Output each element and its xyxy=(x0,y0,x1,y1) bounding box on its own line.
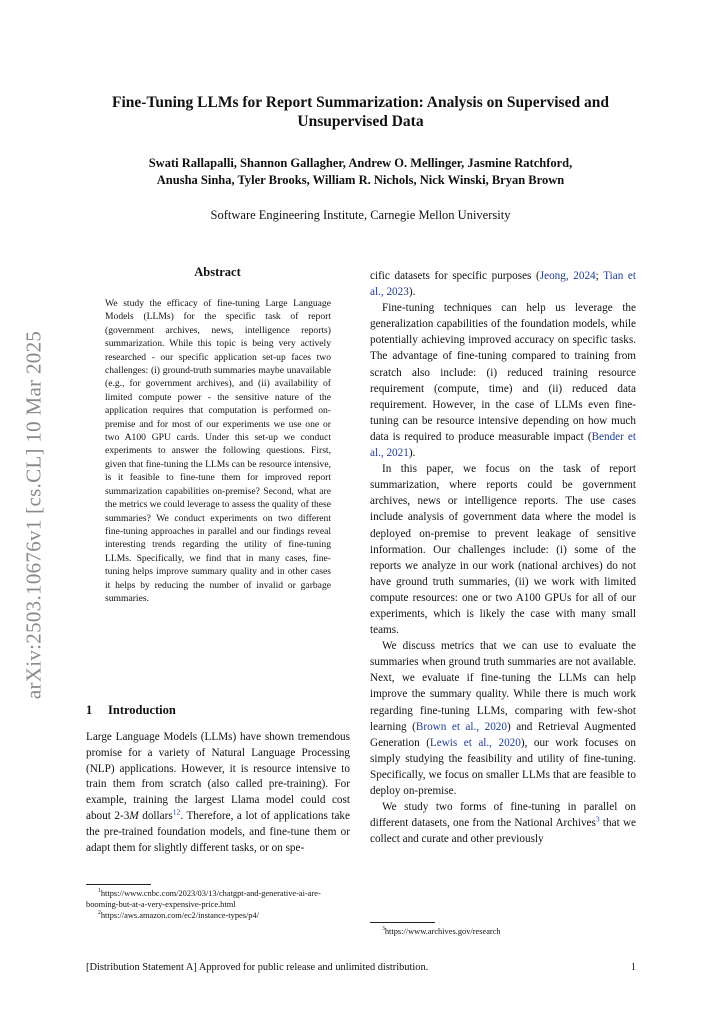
right-paragraph-0 xyxy=(370,268,636,300)
footnote-divider-left xyxy=(86,884,151,885)
paper-title: Fine-Tuning LLMs for Report Summarization: Analysis on Supervised and Unsupervised Data xyxy=(112,94,609,130)
abstract-text: We study the efficacy of fine-tuning Large Language Models (LLMs) for the specific task of report (government archives, news, intelligence reports) summarization. While this topic is being very actively researched - our specific application set-up faces two challenges: (i) ground-truth summaries maybe unavailable (e.g., for government archives), and (ii) availability of limited compute power - the sensitive nature of the application requires that computation is performed on-premise and for most of our experiments we use one or two A100 GPU cards. Under this set-up we conduct experiments to answer the following questions. First, given that fine-tuning the LLMs can be resource intensive, is it feasible to fine-tune them for improved report summarization capabilities on-premise? Second, what are the metrics we could leverage to assess the quality of these summaries? We conduct experiments on two different fine-tuning approaches in parallel and our findings reveal interesting trends regarding the utility of fine-tuning LLMs. Specifically, we find that in many cases, fine-tuning helps improve summary quality and in other cases it helps by reducing the number of invalid or garbage summaries. xyxy=(105,298,331,604)
text-fragment: ), our work focuses on simply studying the feasibility and utility of fine-tuning. Specifically, we focus on smaller LLMs that are feasible to deploy on-premise. xyxy=(370,736,636,797)
section-title: Introduction xyxy=(108,703,176,717)
intro-p1-text-b: dollars xyxy=(138,809,173,822)
text-fragment: We study two forms of fine-tuning in parallel on different datasets, one from the National Archives xyxy=(370,801,636,830)
author-line-1: Swati Rallapalli, Shannon Gallagher, Andrew O. Mellinger, Jasmine Ratchford, xyxy=(148,156,573,170)
citation-link[interactable]: Jeong, 2024 xyxy=(539,270,596,282)
footnote-url[interactable]: https://www.archives.gov/research xyxy=(384,927,501,936)
abstract-heading: Abstract xyxy=(194,265,241,279)
footnotes-left xyxy=(86,888,350,921)
text-fragment: ). xyxy=(408,286,416,299)
citation-link[interactable]: Lewis et al., 2020 xyxy=(429,736,521,749)
footnote-3 xyxy=(370,926,636,937)
footnote-mark: 2 xyxy=(98,910,101,917)
text-fragment: We discuss metrics that we can use to evaluate the summaries when ground truth summaries are not available. Next, we evaluate if fine-tuning the LLMs can help improve the summary quality. While there is much work regarding fine-tuning LLMs, comparing with few-shot learning ( xyxy=(370,640,636,733)
text-fragment: ; xyxy=(595,270,604,282)
right-paragraph-4 xyxy=(370,799,636,847)
footnote-url[interactable]: https://www.cnbc.com/2023/03/13/chatgpt-and-generative-ai-are-booming-but-at-a-very-expensive-price.html xyxy=(86,889,321,909)
footnote-2 xyxy=(86,910,350,921)
page-footer xyxy=(86,961,636,974)
arxiv-side-stamp xyxy=(20,315,48,715)
footnote-mark: 3 xyxy=(382,926,385,933)
right-paragraph-3 xyxy=(370,638,636,799)
page-number: 1 xyxy=(630,962,636,973)
arxiv-identifier: arXiv:2503.10676v1 [cs.CL] 10 Mar 2025 xyxy=(21,330,46,700)
section-number: 1 xyxy=(86,703,93,717)
distribution-statement: [Distribution Statement A] Approved for public release and unlimited distribution. xyxy=(86,962,429,973)
footnotes-right xyxy=(370,926,636,937)
text-fragment: ). xyxy=(408,447,416,460)
footnote-url[interactable]: https://aws.amazon.com/ec2/instance-types/p4/ xyxy=(100,911,260,920)
author-list xyxy=(80,155,641,189)
citation-link[interactable]: Bender et al., 2021 xyxy=(370,430,636,460)
citation-link[interactable]: Tian et al., 2023 xyxy=(370,270,636,299)
intro-p1-text-c: . Therefore, a lot of applications take the pre-trained foundation models, and fine-tune them or adapt them for slightly different tasks, or on spe- xyxy=(86,809,350,854)
author-line-2: Anusha Sinha, Tyler Brooks, William R. Nichols, Nick Winski, Bryan Brown xyxy=(156,173,565,187)
text-fragment: ) and Retrieval Augmented Generation ( xyxy=(370,720,636,749)
citation-link[interactable]: Brown et al., 2020 xyxy=(415,720,507,733)
section-heading-introduction xyxy=(86,703,346,718)
affiliation: Software Engineering Institute, Carnegie Mellon University xyxy=(210,208,511,222)
footnote-1 xyxy=(86,888,350,910)
intro-p1-text-a: Large Language Models (LLMs) have shown tremendous promise for a variety of Natural Language Processing (NLP) applications. However, it is resource intensive to train them from scratch (also called pre-training). For example, training the largest Llama model could cost about 2-3 xyxy=(86,731,350,822)
right-paragraph-2: In this paper, we focus on the task of report summarization, where reports could be government archives, news or intelligence reports. The use cases include analysis of government data where the model is deployed on-premise to prevent leakage of sensitive information. Our challenges include: (i) some of the reports we analyze in our work (national archives) do not have ground truth summaries, (ii) we work with limited compute resources: one or two A100 GPUs for all of our experiments, which is likely the case with many small teams. xyxy=(370,463,636,637)
math-symbol: M xyxy=(129,809,139,822)
footnote-marker-1-2[interactable]: 12 xyxy=(172,807,181,817)
intro-right-column xyxy=(370,268,636,847)
right-paragraph-1 xyxy=(370,300,636,461)
footnote-divider-right xyxy=(370,922,435,923)
text-fragment: that we collect and curate and other previously xyxy=(370,817,636,846)
intro-left-column xyxy=(86,730,350,856)
intro-paragraph-1 xyxy=(86,730,350,856)
footnote-mark: 1 xyxy=(98,888,101,895)
text-fragment: cific datasets for specific purposes ( xyxy=(370,270,540,282)
footnote-marker-3[interactable]: 3 xyxy=(595,814,600,824)
text-fragment: Fine-tuning techniques can help us leverage the generalization capabilities of the foundation models, while potentially achieving improved accuracy on specific tasks. The advantage of fine-tuning compared to training from scratch also include: (i) reduced training resource requirement (compute, time) and (ii) reduced data requirement. However, in the case of LLMs even fine-tuning can be resource intensive depending on how much data is required to produce measurable impact ( xyxy=(370,302,636,443)
